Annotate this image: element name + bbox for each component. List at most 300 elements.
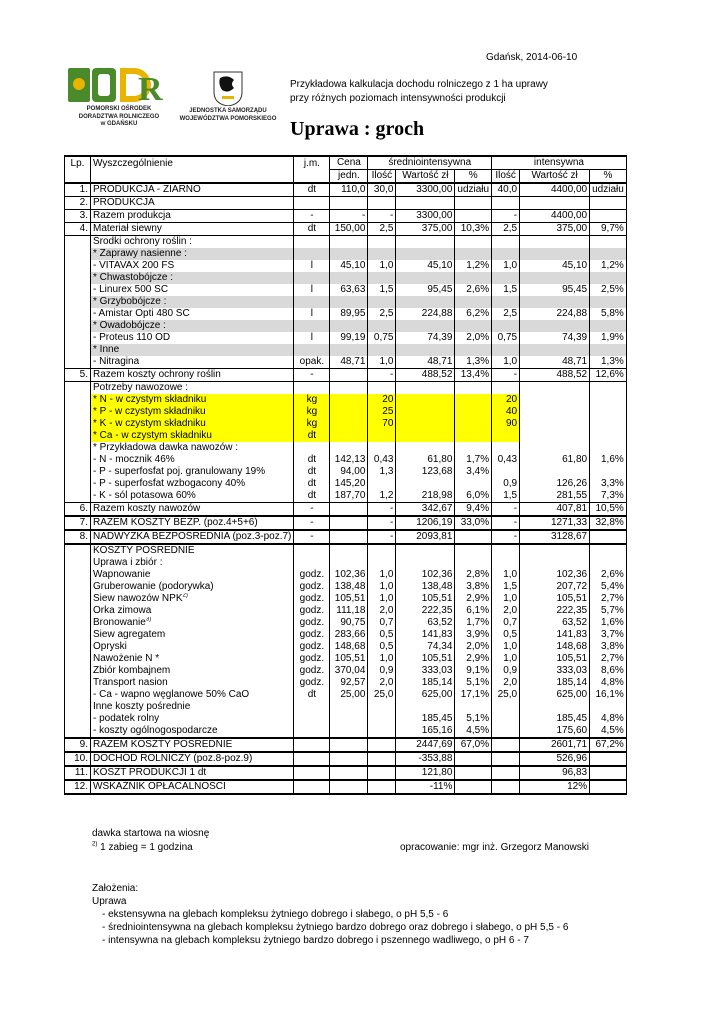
table-row [65, 503, 627, 517]
cell-p1 [455, 766, 492, 780]
table-row [65, 605, 627, 617]
cell-q2 [492, 466, 520, 478]
header-unit: j.m. [294, 156, 330, 170]
cell-q1 [368, 490, 396, 503]
cell-v2 [520, 356, 590, 369]
table-row [65, 629, 627, 641]
cell-p2 [590, 557, 627, 569]
cell-p1 [455, 490, 492, 503]
cell-v2-text: 333,03 [556, 665, 588, 676]
cell-v1 [396, 236, 455, 249]
cell-unit [294, 701, 330, 713]
cell-name-text: * Owadobójcze : [93, 320, 166, 331]
cell-v1 [396, 418, 455, 430]
cell-lp [65, 284, 91, 296]
cell-v1 [396, 752, 455, 766]
header-group-intensive: intensywna [492, 156, 627, 170]
cell-v2-text: 61,80 [562, 454, 588, 465]
cell-name [91, 344, 294, 356]
cell-q2 [492, 296, 520, 308]
cell-unit-text: kg [306, 394, 318, 405]
cell-q1-text: 0,9 [379, 665, 394, 676]
cell-v2-text: 222,35 [556, 605, 588, 616]
cell-q1 [368, 183, 396, 197]
cell-p1 [455, 248, 492, 260]
cell-p1 [455, 406, 492, 418]
cell-q2 [492, 593, 520, 605]
cell-lp [65, 503, 91, 517]
cell-q1 [368, 356, 396, 369]
cell-price-text: 138,48 [334, 581, 366, 592]
cell-v1 [396, 725, 455, 738]
cell-unit-text: godz. [299, 617, 325, 628]
cell-q1 [368, 605, 396, 617]
cell-q1 [368, 677, 396, 689]
cell-unit [294, 653, 330, 665]
cell-lp [65, 665, 91, 677]
cell-p2 [590, 272, 627, 284]
cell-lp [65, 260, 91, 272]
cell-v1 [396, 272, 455, 284]
cell-p1-text: 2,0% [466, 641, 490, 652]
cell-q2 [492, 605, 520, 617]
cell-price [330, 236, 368, 249]
cell-v1 [396, 478, 455, 490]
cell-lp [65, 223, 91, 236]
cell-lp [65, 430, 91, 442]
cell-p2 [590, 766, 627, 780]
cell-p1 [455, 665, 492, 677]
cell-p1-text: 33,0% [460, 517, 490, 528]
cell-q2-text: 1,0 [503, 356, 518, 367]
cell-unit [294, 430, 330, 442]
cell-p2-text: 3,3% [601, 478, 624, 489]
cell-q1-text: 20 [382, 394, 394, 405]
cell-q2-text: 1,0 [503, 653, 518, 664]
cell-name [91, 766, 294, 780]
cell-lp [65, 210, 91, 223]
cell-q1-text: - [390, 210, 394, 221]
footnote-mark: 3) [145, 617, 152, 623]
cell-q1 [368, 272, 396, 284]
cell-unit [294, 557, 330, 569]
cell-v1 [396, 689, 455, 701]
subtitle-line: Przykładowa kalkulacja dochodu rolniczego z 1 ha uprawy [290, 79, 548, 90]
cell-name-text: - podatek rolny [93, 713, 160, 724]
cell-p1-text: 9,4% [466, 503, 490, 514]
table-row [65, 236, 627, 249]
cell-q2-text: 0,9 [503, 665, 518, 676]
cell-p1 [455, 569, 492, 581]
cell-v1-text: 74,39 [427, 332, 453, 343]
cell-name-text: KOSZTY POŚREDNIE [93, 545, 195, 556]
cell-v2 [520, 701, 590, 713]
cell-price [330, 320, 368, 332]
cell-q1 [368, 344, 396, 356]
cell-name [91, 197, 294, 210]
cell-q2 [492, 530, 520, 544]
cell-name-text: Zbiór kombajnem [93, 665, 171, 676]
cell-p2-text: 32,8% [595, 517, 624, 528]
cell-v2 [520, 454, 590, 466]
podr-emblem-icon [64, 64, 174, 108]
cell-unit-text: - [310, 503, 314, 514]
cell-name [91, 544, 294, 557]
cell-v1 [396, 581, 455, 593]
cell-v1-text: 625,00 [421, 689, 453, 700]
cell-q1-text: 2,5 [379, 308, 394, 319]
subtitle-line: przy różnych poziomach intensywności produkcji [290, 93, 506, 104]
cell-p2 [590, 394, 627, 406]
cell-name-text: * K - w czystym składniku [93, 418, 206, 429]
cell-p1-text: 17,1% [460, 689, 490, 700]
cell-q2-text: 0,7 [503, 617, 518, 628]
cell-p1 [455, 260, 492, 272]
cell-v2 [520, 406, 590, 418]
cell-v2-text: 96,83 [562, 767, 588, 778]
cell-name [91, 617, 294, 629]
cell-p2 [590, 332, 627, 344]
cell-lp [65, 296, 91, 308]
cell-q2 [492, 406, 520, 418]
cell-q1 [368, 725, 396, 738]
cell-q2 [492, 677, 520, 689]
podr-caption-line: POMORSKI OŚRODEK [86, 106, 152, 112]
cell-name [91, 356, 294, 369]
cell-name-text: Materiał siewny [93, 223, 162, 234]
cell-v1 [396, 629, 455, 641]
cell-q2 [492, 418, 520, 430]
cell-v2-text: 526,96 [556, 753, 588, 764]
cell-q2 [492, 223, 520, 236]
cell-p2 [590, 490, 627, 503]
header-qty: Ilość [492, 170, 520, 184]
cell-price-text: 45,10 [340, 260, 366, 271]
cell-price-text: 102,36 [334, 569, 366, 580]
cell-price-text: 89,95 [340, 308, 366, 319]
cell-q1-text: 1,0 [379, 593, 394, 604]
cell-q2 [492, 629, 520, 641]
cell-unit-text: - [310, 369, 314, 380]
cell-p2-text: 5,8% [601, 308, 624, 319]
cell-q2-text: 2,0 [503, 605, 518, 616]
cell-name [91, 332, 294, 344]
cell-lp [65, 780, 91, 794]
cell-price [330, 260, 368, 272]
cell-q2 [492, 442, 520, 454]
cell-p1-text: 2,9% [466, 593, 490, 604]
cell-q2 [492, 581, 520, 593]
cell-p2 [590, 236, 627, 249]
cell-q1 [368, 653, 396, 665]
table-row [65, 653, 627, 665]
cell-v2 [520, 332, 590, 344]
cell-unit [294, 308, 330, 320]
cell-v1-text: 61,80 [427, 454, 453, 465]
cell-p1 [455, 382, 492, 395]
cell-name-text: Razem koszty ochrony roślin [93, 369, 221, 380]
cell-p1 [455, 356, 492, 369]
cell-unit-text: l [310, 260, 313, 271]
cell-q2 [492, 478, 520, 490]
cell-name-text: * Grzybobójcze : [93, 296, 167, 307]
cell-q2 [492, 454, 520, 466]
cell-v1 [396, 382, 455, 395]
table-row [65, 780, 627, 794]
cell-v2 [520, 605, 590, 617]
cell-unit-text: godz. [299, 605, 325, 616]
cell-price-text: 90,75 [340, 617, 366, 628]
cell-p1-text: 1,7% [466, 617, 490, 628]
cell-unit-text: godz. [299, 653, 325, 664]
cell-q1-text: 2,0 [379, 677, 394, 688]
table-row [65, 466, 627, 478]
cell-name-text: - Proteus 110 OD [93, 332, 171, 343]
table-row [65, 581, 627, 593]
cell-lp [65, 272, 91, 284]
cell-v1-text: 1206,19 [416, 517, 453, 528]
cell-v1 [396, 356, 455, 369]
cell-name-text: - Linurex 500 SC [93, 284, 169, 295]
cell-p1 [455, 284, 492, 296]
cell-v2-text: 625,00 [556, 689, 588, 700]
cell-p1 [455, 593, 492, 605]
cell-price [330, 308, 368, 320]
cell-p1 [455, 641, 492, 653]
cell-q2 [492, 308, 520, 320]
cell-price-text: 148,68 [334, 641, 366, 652]
cell-q2 [492, 617, 520, 629]
cell-p2 [590, 406, 627, 418]
cell-q2-text: 2,0 [503, 677, 518, 688]
cell-v1-text: 105,51 [421, 653, 453, 664]
cell-p2 [590, 725, 627, 738]
cell-v2 [520, 308, 590, 320]
cell-lp [65, 713, 91, 725]
cell-q1-text: 0,75 [373, 332, 394, 343]
cell-p2 [590, 593, 627, 605]
cell-price [330, 466, 368, 478]
cell-lp [65, 752, 91, 766]
cell-p1-text: 6,2% [466, 308, 490, 319]
cell-p1-text: 2,0% [466, 332, 490, 343]
cell-lp [65, 593, 91, 605]
cell-lp [65, 406, 91, 418]
table-row [65, 713, 627, 725]
cell-p2 [590, 629, 627, 641]
cell-name-text: Potrzeby nawozowe : [93, 382, 189, 393]
cell-unit [294, 503, 330, 517]
cell-v1-text: 102,36 [421, 569, 453, 580]
cell-q1-text: 30,0 [373, 184, 394, 195]
cell-price [330, 780, 368, 794]
cell-price [330, 490, 368, 503]
cell-p2 [590, 418, 627, 430]
cell-q2 [492, 430, 520, 442]
cell-p1-text: 13,4% [460, 369, 490, 380]
header-qty: Ilość [368, 170, 396, 184]
cell-unit [294, 544, 330, 557]
cell-unit [294, 478, 330, 490]
footnote-1 [92, 827, 209, 840]
cell-price-text: 110,0 [341, 184, 366, 195]
footnote-2 [92, 841, 193, 854]
header-price: Cena [330, 156, 368, 170]
cell-p1 [455, 677, 492, 689]
cell-v1-text: 224,88 [421, 308, 453, 319]
cell-q1-text: 0,43 [373, 454, 394, 465]
cell-q1 [368, 260, 396, 272]
cell-name-text: - K - sól potasowa 60% [93, 490, 196, 501]
cell-q1 [368, 701, 396, 713]
cell-v1-text: 123,68 [421, 466, 453, 477]
cell-p2-text: 4,8% [601, 713, 624, 724]
cell-name [91, 605, 294, 617]
cell-lp [65, 641, 91, 653]
cell-lp [65, 394, 91, 406]
cell-q1 [368, 454, 396, 466]
cell-name [91, 503, 294, 517]
cell-q1 [368, 442, 396, 454]
cell-p2-text: 9,7% [601, 223, 624, 234]
cell-v2-text: 2601,71 [550, 739, 588, 750]
cell-lp-text: 7. [79, 517, 88, 528]
table-row [65, 677, 627, 689]
cell-q1-text: 25,0 [373, 689, 394, 700]
cell-v1 [396, 530, 455, 544]
cell-p2 [590, 430, 627, 442]
cell-unit [294, 197, 330, 210]
cell-price [330, 503, 368, 517]
cell-lp [65, 320, 91, 332]
cell-name [91, 248, 294, 260]
cell-lp-text: 6. [79, 503, 88, 514]
cell-lp [65, 442, 91, 454]
cell-v1 [396, 713, 455, 725]
cell-v2 [520, 530, 590, 544]
cell-q2 [492, 356, 520, 369]
cell-lp [65, 581, 91, 593]
cell-unit-text: dt [307, 430, 317, 441]
cell-price [330, 689, 368, 701]
cell-q1 [368, 738, 396, 752]
cell-v2 [520, 641, 590, 653]
cell-lp [65, 344, 91, 356]
cell-v2-text: 4400,00 [550, 210, 588, 221]
cell-q2-text: 20 [505, 394, 518, 405]
cell-name-text: Transport nasion [93, 677, 168, 688]
cell-q1 [368, 780, 396, 794]
cell-v2 [520, 210, 590, 223]
table-row [65, 344, 627, 356]
cell-v2 [520, 418, 590, 430]
cell-name-text: * Przykładowa dawka nawozów : [93, 442, 239, 453]
cell-q2 [492, 713, 520, 725]
cell-q2-text: - [513, 210, 518, 221]
cell-v1 [396, 665, 455, 677]
table-row [65, 478, 627, 490]
cell-lp [65, 725, 91, 738]
cell-lp-text: 8. [79, 531, 88, 542]
cell-price [330, 344, 368, 356]
cell-price [330, 223, 368, 236]
cell-lp [65, 530, 91, 544]
cell-v2 [520, 653, 590, 665]
cell-q1-text: 1,3 [379, 466, 394, 477]
cell-unit-text: l [310, 332, 313, 343]
cell-q1-text: 1,0 [379, 260, 394, 271]
cell-name [91, 320, 294, 332]
cell-v1-text: 48,71 [427, 356, 453, 367]
table-row [65, 454, 627, 466]
table-row [65, 332, 627, 344]
table-row [65, 557, 627, 569]
cell-p1 [455, 725, 492, 738]
cell-p1-text: udziału [457, 184, 490, 195]
cell-q1-text: 1,2 [379, 490, 394, 501]
footnote-2-text: 1 zabieg = 1 godzina [97, 842, 193, 853]
cell-unit [294, 752, 330, 766]
cell-price [330, 677, 368, 689]
cell-q2 [492, 248, 520, 260]
cell-v1 [396, 557, 455, 569]
cell-unit-text: dt [307, 223, 317, 234]
cell-p2 [590, 210, 627, 223]
cell-q2 [492, 569, 520, 581]
cell-p1 [455, 236, 492, 249]
cell-price-text: 187,70 [334, 490, 366, 501]
cell-p2 [590, 197, 627, 210]
cell-v2 [520, 516, 590, 530]
cell-unit-text: godz. [299, 629, 325, 640]
table-row [65, 369, 627, 382]
cell-unit-text: dt [307, 466, 317, 477]
cell-name [91, 701, 294, 713]
cell-p2 [590, 308, 627, 320]
cell-p1 [455, 752, 492, 766]
cell-p2-text: 5,7% [601, 605, 624, 616]
cell-p2 [590, 320, 627, 332]
cell-name-text: - Ca - wapno węglanowe 50% CaO [93, 689, 250, 700]
cell-lp [65, 382, 91, 395]
cell-lp [65, 248, 91, 260]
cell-name [91, 272, 294, 284]
cell-q1-text: - [390, 531, 394, 542]
table-row [65, 544, 627, 557]
cell-v2-text: 175,60 [556, 725, 588, 736]
cell-name-text: Siew agregatem [93, 629, 166, 640]
cell-name-text: Środki ochrony roślin : [93, 236, 192, 247]
cell-p1 [455, 516, 492, 530]
cell-q2 [492, 544, 520, 557]
cell-v1-text: 333,03 [421, 665, 453, 676]
cell-price [330, 183, 368, 197]
cell-unit [294, 593, 330, 605]
cell-unit [294, 516, 330, 530]
cell-v1-text: 63,52 [427, 617, 453, 628]
assumptions [92, 882, 568, 947]
cell-price [330, 530, 368, 544]
cell-lp [65, 236, 91, 249]
cell-p2 [590, 544, 627, 557]
cell-q1-text: 2,0 [379, 605, 394, 616]
cell-v2 [520, 677, 590, 689]
cell-unit [294, 490, 330, 503]
cell-q1 [368, 223, 396, 236]
cell-v2 [520, 284, 590, 296]
cell-unit [294, 284, 330, 296]
cell-unit [294, 183, 330, 197]
